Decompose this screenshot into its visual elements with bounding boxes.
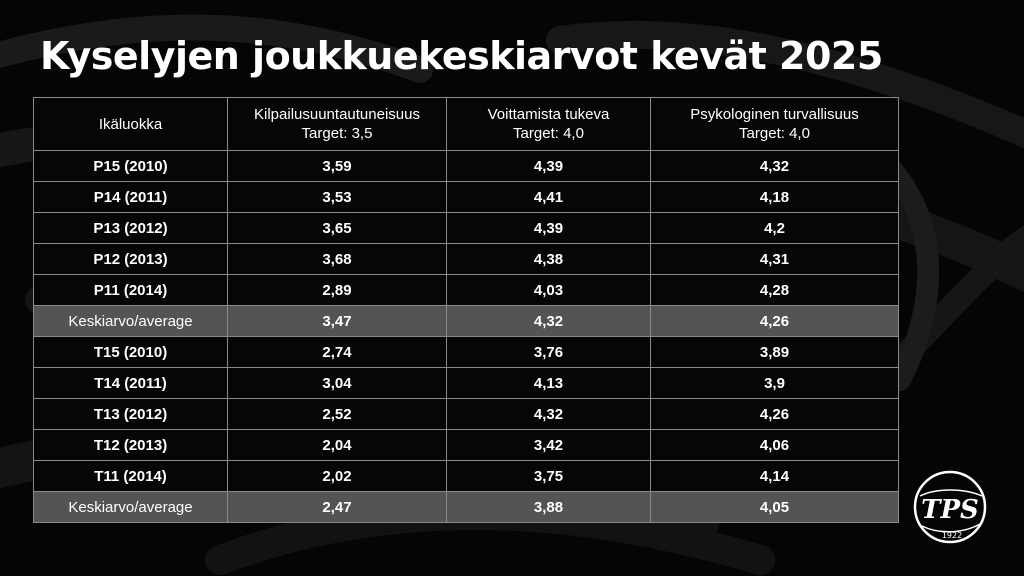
table-row: [34, 213, 899, 244]
svg-text:TPS: TPS: [921, 495, 979, 525]
winning-support-cell: 4,39: [447, 213, 651, 244]
competitiveness-cell: 2,52: [228, 399, 447, 430]
psychological-safety-cell: 4,14: [651, 461, 899, 492]
column-header-target: Target: 3,5: [301, 125, 373, 142]
age-group-cell: Keskiarvo/average: [34, 492, 228, 523]
column-header-age-group: [34, 98, 228, 151]
age-group-cell: P15 (2010): [34, 151, 228, 182]
column-header-label: Voittamista tukeva: [487, 106, 610, 123]
age-group-cell: T15 (2010): [34, 337, 228, 368]
table-row: [34, 244, 899, 275]
winning-support-cell: 3,75: [447, 461, 651, 492]
winning-support-cell: 3,88: [447, 492, 651, 523]
competitiveness-cell: 2,89: [228, 275, 447, 306]
page-title: Kyselyjen joukkuekeskiarvot kevät 2025: [40, 34, 883, 78]
competitiveness-cell: 3,65: [228, 213, 447, 244]
column-header-label: Ikäluokka: [98, 115, 163, 133]
average-row: [34, 492, 899, 523]
table-row: [34, 399, 899, 430]
winning-support-cell: 4,03: [447, 275, 651, 306]
svg-text:1922: 1922: [941, 531, 963, 540]
age-group-cell: P11 (2014): [34, 275, 228, 306]
column-header-winning-support: [447, 98, 651, 151]
winning-support-cell: 4,39: [447, 151, 651, 182]
tps-logo: [912, 466, 988, 548]
competitiveness-cell: 3,59: [228, 151, 447, 182]
age-group-cell: T12 (2013): [34, 430, 228, 461]
table-row: [34, 182, 899, 213]
winning-support-cell: 4,32: [447, 399, 651, 430]
age-group-cell: P14 (2011): [34, 182, 228, 213]
competitiveness-cell: 3,47: [228, 306, 447, 337]
table-row: [34, 151, 899, 182]
table-row: [34, 368, 899, 399]
competitiveness-cell: 3,04: [228, 368, 447, 399]
psychological-safety-cell: 4,05: [651, 492, 899, 523]
team-averages-table: [33, 97, 899, 523]
competitiveness-cell: 2,74: [228, 337, 447, 368]
age-group-cell: T14 (2011): [34, 368, 228, 399]
age-group-cell: T11 (2014): [34, 461, 228, 492]
age-group-cell: T13 (2012): [34, 399, 228, 430]
winning-support-cell: 3,42: [447, 430, 651, 461]
winning-support-cell: 4,41: [447, 182, 651, 213]
winning-support-cell: 4,32: [447, 306, 651, 337]
competitiveness-cell: 3,53: [228, 182, 447, 213]
psychological-safety-cell: 4,06: [651, 430, 899, 461]
age-group-cell: Keskiarvo/average: [34, 306, 228, 337]
psychological-safety-cell: 3,89: [651, 337, 899, 368]
table-row: [34, 430, 899, 461]
column-header-label: Kilpailusuuntautuneisuus: [254, 106, 420, 123]
psychological-safety-cell: 4,32: [651, 151, 899, 182]
competitiveness-cell: 2,04: [228, 430, 447, 461]
psychological-safety-cell: 4,28: [651, 275, 899, 306]
table-body: [34, 151, 899, 523]
psychological-safety-cell: 4,31: [651, 244, 899, 275]
age-group-cell: P13 (2012): [34, 213, 228, 244]
column-header-competitiveness: [228, 98, 447, 151]
competitiveness-cell: 3,68: [228, 244, 447, 275]
psychological-safety-cell: 4,26: [651, 399, 899, 430]
competitiveness-cell: 2,47: [228, 492, 447, 523]
average-row: [34, 306, 899, 337]
psychological-safety-cell: 4,26: [651, 306, 899, 337]
column-header-label: Psykologinen turvallisuus: [690, 106, 859, 123]
column-header-target: Target: 4,0: [513, 125, 584, 142]
competitiveness-cell: 2,02: [228, 461, 447, 492]
psychological-safety-cell: 4,18: [651, 182, 899, 213]
winning-support-cell: 3,76: [447, 337, 651, 368]
psychological-safety-cell: 3,9: [651, 368, 899, 399]
table-row: [34, 461, 899, 492]
age-group-cell: P12 (2013): [34, 244, 228, 275]
table-row: [34, 275, 899, 306]
column-header-target: Target: 4,0: [739, 125, 810, 142]
table-row: [34, 337, 899, 368]
psychological-safety-cell: 4,2: [651, 213, 899, 244]
table-header-row: [34, 98, 899, 151]
winning-support-cell: 4,38: [447, 244, 651, 275]
column-header-psychological-safety: [651, 98, 899, 151]
winning-support-cell: 4,13: [447, 368, 651, 399]
